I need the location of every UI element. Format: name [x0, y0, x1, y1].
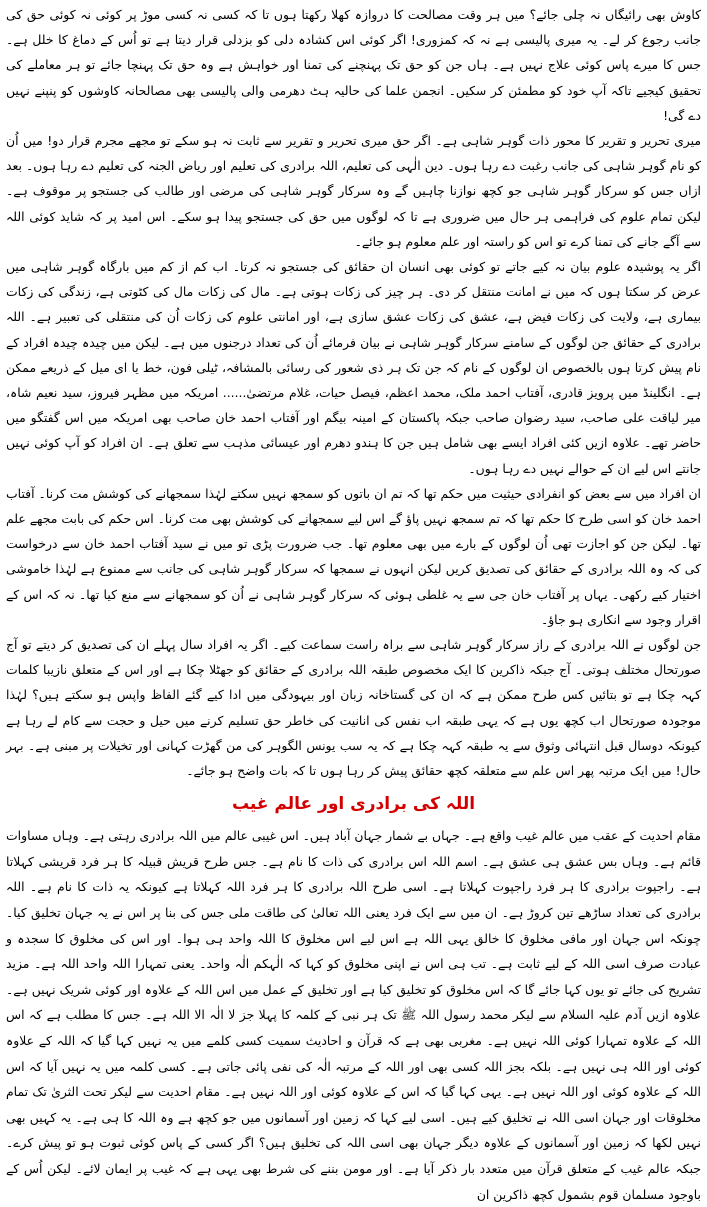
paragraph: میری تحریر و تقریر کا محور ذات گوہر شاہی ہے۔ اگر حق میری تحریر و تقریر سے ثابت نہ ہو سکے تو مجھے مجرم قرار دو! میں اُن کو نام گوہر شاہی کی جانب رغبت دے رہا ہوں۔ دین الٰہی کی تعلیم، اللہ برادری کی تعلیم اور ریاض الجنہ کی تعلیم دے رہا ہوں۔ بعد ازاں جس کو سرکار گوہر شاہی جو کچھ نوازنا چاہیں گے وہ سرکار گوہر شاہی کی مرضی اور طالب کی جستجو پر موقوف ہے۔ لیکن تمام علوم کی فراہمی ہر حال میں ضروری ہے تا کہ لوگوں میں حق کی جستجو پیدا ہو سکے۔ اس امید پر کہ شاید کوئی اللہ سے آگے جانے کی تمنا کرے تو اس کو راستہ اور علم معلوم ہو جائے۔	[6, 133, 701, 249]
article-section-allah-brotherhood	[6, 823, 701, 1207]
article-section-intro	[6, 2, 701, 783]
paragraph: مقام احدیت کے عقب میں عالم غیب واقع ہے۔ جہاں بے شمار جہان آباد ہیں۔ اس غیبی عالم میں اللہ برادری رہتی ہے۔ وہاں مساوات قائم ہے۔ وہاں بس عشق ہی عشق ہے۔ اسم اللہ اس برادری کی ذات کا نام ہے۔ جس طرح قریش قبیلہ کا ہر فرد قریشی کہلاتا ہے۔ راجپوت برادری کا ہر فرد راجپوت کہلاتا ہے۔ اسی طرح اللہ برادری کا ہر فرد اللہ کہلاتا ہے کیونکہ یہ ذات کا نام ہے۔ اللہ برادری کی تعداد ساڑھے تین کروڑ ہے۔ ان میں سے ایک فرد یعنی اللہ تعالیٰ کی طاقت ملی جس کی بنا پر اس نے یہ جہان تخلیق کیا۔ چونکہ اس جہان اور مافی مخلوق کا خالق یہی اللہ ہے اس لیے اس مخلوق کا اللہ واحد ہی ہوا۔ اور اس کی مخلوق کا سجدہ و عبادت صرف اسی اللہ کے لیے ثابت ہے۔ تب ہی اس نے اپنی مخلوق کو کہا کہ الٰہکم الٰہ واحد۔ یعنی تمہارا اللہ واحد اللہ ہے۔ مزید تشریح کی جائے تو یوں کہا جائے گا کہ اس مخلوق کو تخلیق کیا ہے اور تخلیق کے عمل میں اس اللہ کے علاوہ اور کوئی شریک نہیں ہے۔ علاوہ ازیں آدم علیہ السلام سے لیکر محمد رسول اللہ ﷺ تک ہر نبی کے کلمہ کا پہلا جز لا الٰہ الا اللہ ہے۔ جس کا مطلب ہے کہ اس اللہ کے علاوہ تمہارا کوئی اللہ نہیں ہے۔ مغربی بھی ہے کہ قرآن و احادیث سمیت کسی کلمے میں یہ نہیں کہا گیا کہ اللہ کے علاوہ کوئی اور اللہ ہی نہیں ہے۔ بلکہ بجز اللہ کسی بھی اور اللہ کے مرتبہ الٰہ کی نفی پائی جاتی ہے۔ کسی کلمہ میں یہ نہیں آیا کہ اس اللہ کے علاوہ کوئی اور اللہ نہیں ہے۔ یہی کہا گیا کہ اس کے علاوہ کوئی اور اللہ نہیں ہے۔ مقام احدیت سے لیکر تحت الثریٰ تک تمام مخلوقات اور جہان اسی اللہ نے تخلیق کیے ہیں۔ اسی لیے کہا کہ زمین اور آسمانوں میں جو کچھ ہے وہ اللہ کا ہی ہے۔ یہ کہیں بھی نہیں لکھا کہ زمین اور آسمانوں کے علاوہ دیگر جہان بھی اسی اللہ کی تخلیق ہیں؟ اگر کسی کے پاس کوئی ثبوت ہو تو پیش کرے۔ جبکہ عالم غیب کے متعلق قرآن میں متعدد بار ذکر آیا ہے۔ اور مومن بننے کی شرط بھی یہی ہے کہ غیب پر ایمان لائے۔ لیکن اُس کے باوجود مسلمان قوم بشمول کچھ ذاکرین ان	[6, 828, 701, 1202]
section-heading: اللہ کی برادری اور عالم غیب	[231, 794, 476, 815]
paragraph: جن لوگوں نے اللہ برادری کے راز سرکار گوہر شاہی سے براہ راست سماعت کیے۔ اگر یہ افراد سال پہلے ان کی تصدیق کر دیتے تو آج صورتحال مختلف ہوتی۔ آج جبکہ ذاکرین کا ایک مخصوص طبقہ اللہ برادری کے حقائق کو جھٹلا چکا ہے اور اس کے متعلق نازیبا کلمات کہہ چکا ہے تو بتائیں کس طرح ممکن ہے کہ ان کی گستاخانہ زبان اور بیہودگی میں ادا کیے گئے الفاظ واپس ہو سکتے ہیں؟ لہٰذا موجودہ صورتحال اب کچھ یوں ہے کہ یہی طبقہ اب نفس کی انانیت کی خاطر حق تسلیم کرنے میں حیل و حجت سے کام لے رہا ہے کیونکہ دوسال قبل انتہائی وثوق سے یہ طبقہ کہہ چکا ہے کہ یہ سب یونس الگوہر کی من گھڑت کہانی اور تخیلات پر مبنی ہے۔ بہر حال! میں ایک مرتبہ پھر اس علم سے متعلقہ کچھ حقائق پیش کر رہا ہوں تا کہ بات واضح ہو جائے۔	[6, 637, 701, 779]
section-heading-container	[6, 791, 701, 817]
paragraph: اگر یہ پوشیدہ علوم بیان نہ کیے جاتے تو کوئی بھی انسان ان حقائق کی جستجو نہ کرتا۔ اب کم از کم میں بارگاہ گوہر شاہی میں عرض کر سکتا ہوں کہ میں نے امانت منتقل کر دی۔ ہر چیز کی زکات ہوتی ہے۔ مال کی زکات مال کی کٹوتی ہے، زندگی کی زکات بیماری ہے، ولایت کی زکات فیض ہے، عشق کی زکات عشق سازی ہے، اور امانتی علوم کی زکات اُن کی منتقلی کی تعبیر ہے۔ اللہ برادری کے حقائق جن لوگوں کے سامنے سرکار گوہر شاہی نے بیان فرمائے اُن کی تعداد درجنوں میں ہے۔ لیکن میں چیدہ چیدہ افراد کے نام پیش کرتا ہوں بالخصوص ان لوگوں کے نام کہ جن تک ہر ذی شعور کی رسائی بالمشافہ، ٹیلی فون، خط یا ای میل کے ذریعے ممکن ہے۔ انگلینڈ میں پرویز قادری، آفتاب احمد ملک، محمد اعظم، فیصل حیات، غلام مرتضیٰ...... امریکہ میں مظہر فیروز، سید نعیم شاہ، میر لیاقت علی صاحب، سید رضوان صاحب جبکہ پاکستان کے امینہ بیگم اور آفتاب احمد خان صاحب بھی امریکہ میں اس گفتگو میں حاضر تھے۔ علاوہ ازیں کئی افراد ایسے بھی شامل ہیں جن کا ہندو دھرم اور عیسائی مذہب سے تعلق ہے۔ ان افراد کو آپ کوئی نہیں جانتے اس لیے ان کے حوالے نہیں دے رہا ہوں۔	[6, 259, 701, 476]
paragraph: کاوش بھی رائیگاں نہ چلی جائے؟ میں ہر وقت مصالحت کا دروازہ کھلا رکھتا ہوں تا کہ کسی نہ کسی موڑ پر کوئی نہ کوئی حق کی جانب رجوع کر لے۔ یہ میری پالیسی ہے نہ کہ کمزوری! اگر کوئی اس کشادہ دلی کو بزدلی قرار دیتا ہے تو اُس کے دماغ کا خلل ہے۔ جس کا میرے پاس کوئی علاج نہیں ہے۔ ہاں جن کو حق تک پہنچنے کی تمنا اور خواہش ہے وہ حق تک پہنچا جائے تو ہر معاملے کی تحقیق کیجیے تاکہ آپ خود کو مطمئن کر سکیں۔ انجمن علما کی حالیہ ہٹ دھرمی والی پالیسی بھی مصالحانہ کاوشوں کو پنپنے نہیں دے گی!	[6, 7, 701, 123]
paragraph: ان افراد میں سے بعض کو انفرادی حیثیت میں حکم تھا کہ تم ان باتوں کو سمجھ نہیں سکتے لہٰذا سمجھانے کی کوشش مت کرنا۔ آفتاب احمد خان کو اسی طرح کا حکم تھا کہ تم سمجھ نہیں پاؤ گے اس لیے سمجھانے کی کوشش بھی مت کرنا۔ اس حکم کی بابت مجھے علم تھا۔ لیکن جن کو اجازت تھی اُن لوگوں کے بارے میں بھی معلوم تھا۔ جب ضرورت پڑی تو میں نے سید آفتاب احمد خان سے درخواست کی کہ وہ اللہ برادری کے حقائق کی تصدیق کریں لیکن انہوں نے سمجھا کہ سرکار گوہر شاہی کی جانب سے ممنوع ہے لہٰذا خاموشی اختیار کیے رکھی۔ یہاں پر آفتاب خان جی سے یہ غلطی ہوئی کہ سرکار گوہر شاہی نے اُن کو سمجھانے سے منع کیا تھا۔ نہ کہ اس کے اقرار وجود سے انکاری ہو جاؤ۔	[6, 485, 701, 627]
